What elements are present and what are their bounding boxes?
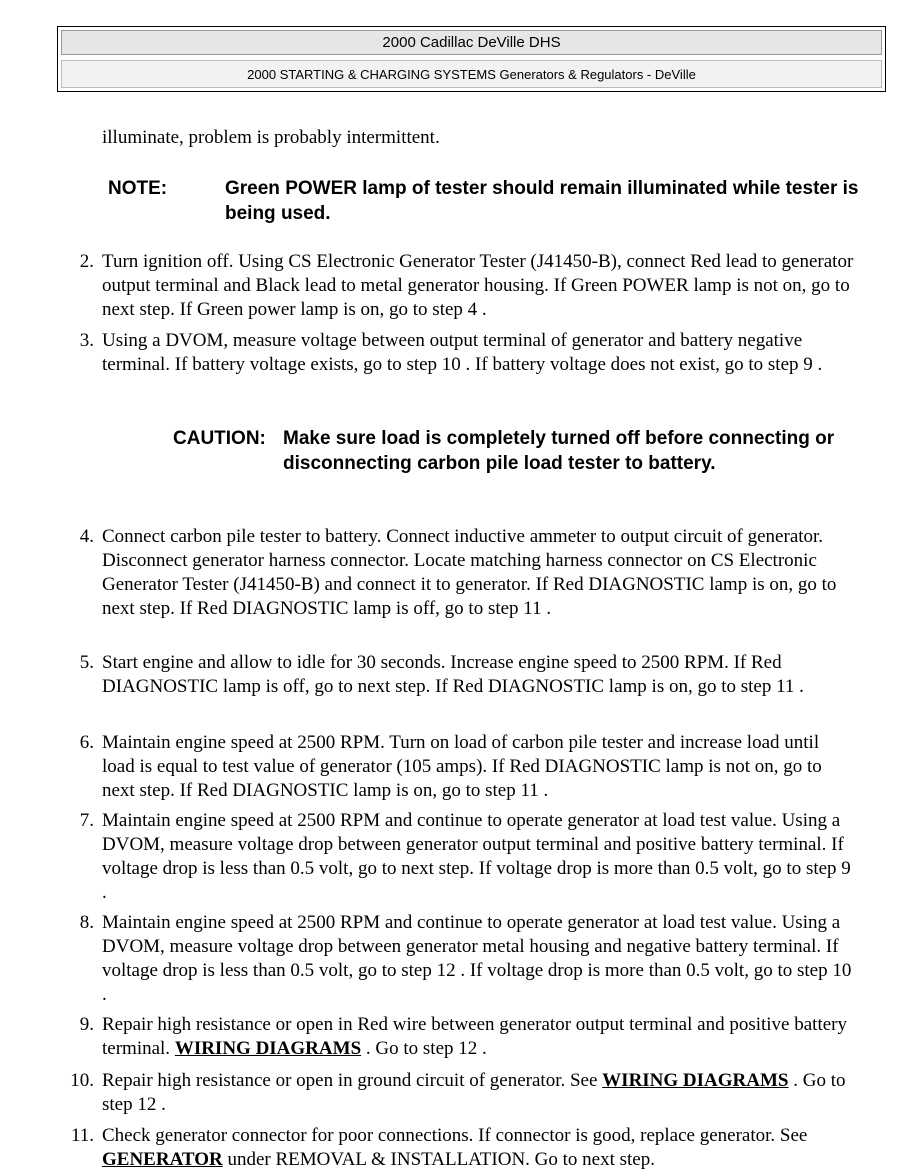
step-number: 7. [79,810,94,831]
document-subtitle: 2000 STARTING & CHARGING SYSTEMS Generators & Regulators - DeVille [61,60,882,88]
step-number: 6. [79,732,94,753]
step-text: Maintain engine speed at 2500 RPM and continue to operate generator at load test value. Using a DVOM, measure voltage drop between generator metal housing and negative battery terminal. If voltage drop is less than 0.5 volt, go to step 12 . If voltage drop is more than 0.5 volt, go to step 10 . [102,912,852,1005]
step-text-pre: Repair high resistance or open in ground circuit of generator. See [102,1070,603,1091]
document-title: 2000 Cadillac DeVille DHS [61,30,882,55]
step-text-post: under REMOVAL & INSTALLATION. Go to next step. [222,1149,655,1170]
step-number: 5. [79,652,94,673]
step-text-post: . Go to step 12 . [361,1038,487,1059]
step-number: 10. [70,1070,94,1091]
note-text: Green POWER lamp of tester should remain illuminated while tester is being used. [225,178,859,224]
wiring-diagrams-link[interactable]: WIRING DIAGRAMS [602,1070,789,1091]
wiring-diagrams-link[interactable]: WIRING DIAGRAMS [174,1038,362,1059]
step-number: 8. [79,912,94,933]
step-number: 4. [79,526,94,547]
step-number: 11. [70,1125,94,1146]
step-text [102,1013,854,1061]
step-text: Turn ignition off. Using CS Electronic Generator Tester (J41450-B), connect Red lead to generator output terminal and Black lead to metal generator housing. If Green POWER lamp is not on, go to next step. If Green power lamp is on, go to step 4 . [102,251,854,320]
note-label: NOTE: [108,178,168,199]
step-text-post: . Go to step 12 . [102,1070,846,1115]
step-text [102,1124,854,1172]
step-text [102,1069,854,1117]
step-text: Maintain engine speed at 2500 RPM. Turn on load of carbon pile tester and increase load until load is equal to test value of generator (105 amps). If Red DIAGNOSTIC lamp is not on, go to next step. If Red DIAGNOSTIC lamp is on, go to step 11 . [102,732,822,801]
caution-label: CAUTION: [173,428,266,449]
step-text-pre: Check generator connector for poor connections. If connector is good, replace generator. See [102,1125,808,1146]
generator-link[interactable]: GENERATOR [102,1149,223,1170]
step-text: Using a DVOM, measure voltage between output terminal of generator and battery negative terminal. If battery voltage exists, go to step 10 . If battery voltage does not exist, go to step 9 . [102,330,823,375]
step-text: Maintain engine speed at 2500 RPM and continue to operate generator at load test value. Using a DVOM, measure voltage drop between generator output terminal and positive battery terminal. If voltage drop is less than 0.5 volt, go to next step. If voltage drop is more than 0.5 volt, go to step 9 . [102,810,851,903]
step-number: 3. [79,330,94,351]
continuation-text: illuminate, problem is probably intermittent. [102,127,440,148]
caution-text: Make sure load is completely turned off before connecting or disconnecting carbon pile load tester to battery. [283,428,835,474]
step-number: 2. [79,251,94,272]
step-text-pre: Repair high resistance or open in Red wire between generator output terminal and positive battery terminal. [102,1014,847,1059]
step-text: Start engine and allow to idle for 30 seconds. Increase engine speed to 2500 RPM. If Red DIAGNOSTIC lamp is off, go to next step. If Red DIAGNOSTIC lamp is on, go to step 11 . [102,652,804,697]
step-number: 9. [79,1014,94,1035]
document-header [57,26,886,92]
step-text: Connect carbon pile tester to battery. Connect inductive ammeter to output circuit of generator. Disconnect generator harness connector. Locate matching harness connector on CS Electronic Generator Tester (J41450-B) and connect it to generator. If Red DIAGNOSTIC lamp is on, go to next step. If Red DIAGNOSTIC lamp is off, go to step 11 . [102,526,837,619]
